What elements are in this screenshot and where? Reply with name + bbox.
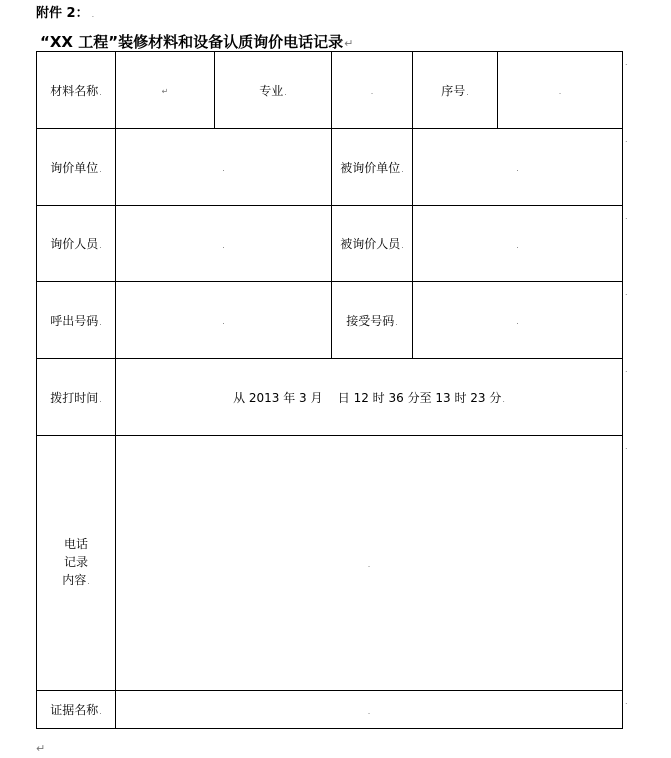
row-end-mark: . xyxy=(625,212,628,221)
serial-no-label: 序号. xyxy=(413,52,498,129)
row-end-mark: . xyxy=(625,58,628,67)
evidence-name-label: 证据名称. xyxy=(37,691,116,729)
row-end-mark: . xyxy=(625,442,628,451)
inquired-unit-value[interactable]: . xyxy=(413,129,623,206)
call-record-content-value[interactable]: . xyxy=(116,436,623,691)
table-row xyxy=(37,691,623,729)
material-name-value[interactable]: ↵ xyxy=(116,52,215,129)
inquired-unit-label: 被询价单位. xyxy=(332,129,413,206)
row-end-mark: . xyxy=(625,135,628,144)
material-name-label: 材料名称. xyxy=(37,52,116,129)
table-row xyxy=(37,52,623,129)
inquiry-record-table xyxy=(36,51,623,729)
specialty-value[interactable]: . xyxy=(332,52,413,129)
attachment-label: 附件 2： . xyxy=(36,6,95,21)
table-row xyxy=(37,129,623,206)
receiving-number-label: 接受号码. xyxy=(332,282,413,359)
table-row xyxy=(37,436,623,691)
receiving-number-value[interactable]: . xyxy=(413,282,623,359)
serial-no-value[interactable]: . xyxy=(498,52,623,129)
call-record-content-label: 电话 记录 内容. xyxy=(37,436,116,691)
specialty-label: 专业. xyxy=(215,52,332,129)
table-row xyxy=(37,359,623,436)
table-row xyxy=(37,282,623,359)
outgoing-number-label: 呼出号码. xyxy=(37,282,116,359)
inquiry-unit-label: 询价单位. xyxy=(37,129,116,206)
table-row xyxy=(37,206,623,282)
evidence-name-value[interactable]: . xyxy=(116,691,623,729)
inquiry-unit-value[interactable]: . xyxy=(116,129,332,206)
inquired-person-value[interactable]: . xyxy=(413,206,623,282)
row-end-mark: . xyxy=(625,697,628,706)
outgoing-number-value[interactable]: . xyxy=(116,282,332,359)
call-time-value[interactable]: 从 2013 年 3 月 日 12 时 36 分至 13 时 23 分. xyxy=(116,359,623,436)
inquiry-person-label: 询价人员. xyxy=(37,206,116,282)
inquired-person-label: 被询价人员. xyxy=(332,206,413,282)
document-title: “XX 工程”装修材料和设备认质询价电话记录↵ xyxy=(40,33,354,51)
inquiry-person-value[interactable]: . xyxy=(116,206,332,282)
row-end-mark: . xyxy=(625,365,628,374)
row-end-mark: . xyxy=(625,288,628,297)
call-time-label: 拨打时间. xyxy=(37,359,116,436)
paragraph-mark: ↵ xyxy=(36,742,46,755)
